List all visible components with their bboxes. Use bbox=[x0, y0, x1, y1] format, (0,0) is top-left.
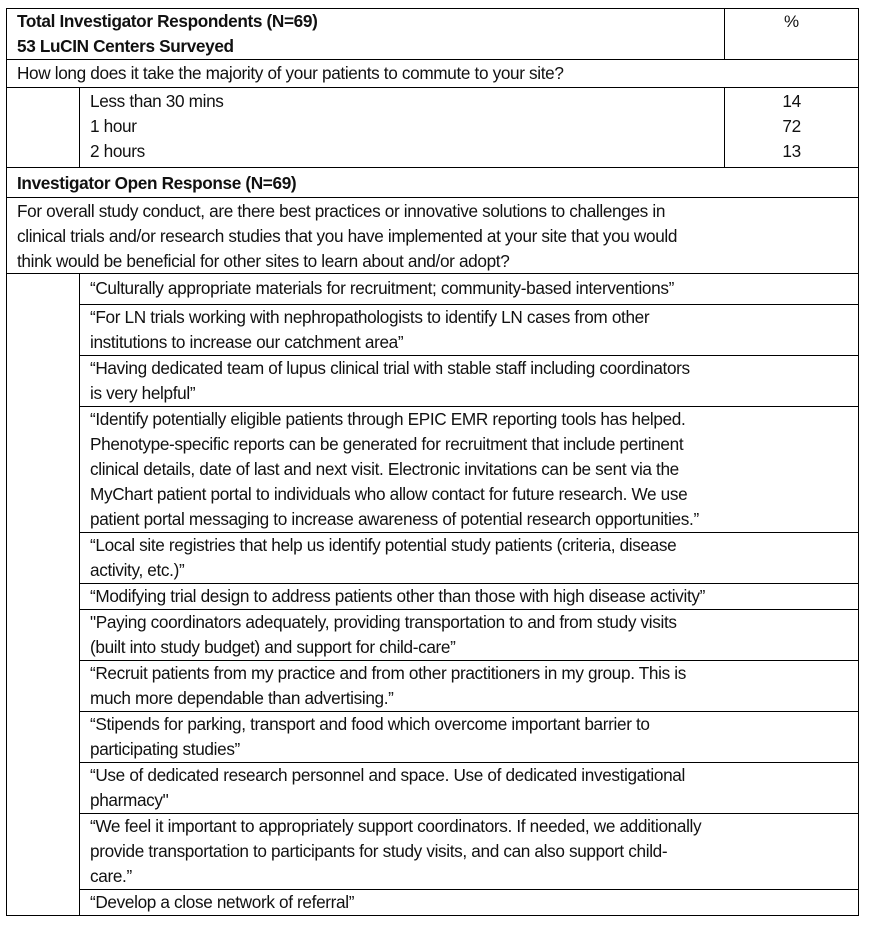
response-line: activity, etc.)” bbox=[90, 560, 185, 580]
response-line: much more dependable than advertising.” bbox=[90, 688, 394, 708]
response-line: institutions to increase our catchment area” bbox=[90, 332, 404, 352]
response-line: “Use of dedicated research personnel and space. Use of dedicated investigational bbox=[90, 765, 685, 785]
response-line: “Identify potentially eligible patients through EPIC EMR reporting tools has helped. bbox=[90, 409, 686, 429]
open-response-header-row bbox=[7, 167, 858, 197]
response-item bbox=[80, 813, 858, 889]
response-line: provide transportation to participants for study visits, and can also support child- bbox=[90, 841, 668, 861]
response-item bbox=[80, 406, 858, 532]
commute-options-row bbox=[7, 87, 858, 167]
response-line: “We feel it important to appropriately support coordinators. If needed, we additionally bbox=[90, 816, 702, 836]
response-line: is very helpful” bbox=[90, 383, 196, 403]
percent-column-header bbox=[725, 9, 858, 59]
response-line: (built into study budget) and support for child-care” bbox=[90, 637, 456, 657]
indent-spacer bbox=[7, 88, 80, 167]
response-line: Phenotype-specific reports can be generated for recruitment that include pertinent bbox=[90, 434, 684, 454]
response-line: clinical details, date of last and next visit. Electronic invitations can be sent via the bbox=[90, 459, 679, 479]
table-title bbox=[7, 9, 725, 59]
response-line: “Having dedicated team of lupus clinical trial with stable staff including coordinators bbox=[90, 358, 690, 378]
response-line: “Recruit patients from my practice and from other practitioners in my group. This is bbox=[90, 663, 686, 683]
commute-question-row bbox=[7, 59, 858, 87]
response-item bbox=[80, 762, 858, 813]
commute-option-labels bbox=[80, 88, 725, 167]
responses-row bbox=[7, 273, 858, 915]
response-item bbox=[80, 274, 858, 304]
response-line: participating studies” bbox=[90, 739, 240, 759]
table-header-row bbox=[7, 9, 858, 59]
commute-option-label: Less than 30 mins bbox=[90, 91, 224, 111]
percent-header-label: % bbox=[783, 12, 800, 31]
open-response-question-row bbox=[7, 197, 858, 273]
response-line: pharmacy" bbox=[90, 790, 169, 810]
open-response-question bbox=[7, 198, 858, 273]
response-item bbox=[80, 304, 858, 355]
commute-option-percent: 72 bbox=[782, 116, 801, 136]
response-line: “Local site registries that help us identify potential study patients (criteria, disease bbox=[90, 535, 677, 555]
commute-option-label: 2 hours bbox=[90, 141, 145, 161]
response-item bbox=[80, 711, 858, 762]
response-line: patient portal messaging to increase awareness of potential research opportunities.” bbox=[90, 509, 699, 529]
response-item bbox=[80, 609, 858, 660]
title-line-1: Total Investigator Respondents (N=69) bbox=[17, 11, 318, 31]
response-line: “For LN trials working with nephropathologists to identify LN cases from other bbox=[90, 307, 650, 327]
response-item bbox=[80, 532, 858, 583]
title-line-2: 53 LuCIN Centers Surveyed bbox=[17, 36, 234, 56]
response-line: “Modifying trial design to address patients other than those with high disease activity” bbox=[90, 586, 706, 606]
commute-option-label: 1 hour bbox=[90, 116, 137, 136]
response-item bbox=[80, 889, 858, 915]
response-line: care.” bbox=[90, 866, 132, 886]
question-line: think would be beneficial for other sites to learn about and/or adopt? bbox=[17, 251, 510, 271]
commute-option-percent: 13 bbox=[782, 141, 801, 161]
indent-spacer bbox=[7, 274, 80, 915]
commute-question: How long does it take the majority of your patients to commute to your site? bbox=[17, 63, 564, 83]
response-item bbox=[80, 355, 858, 406]
open-response-header: Investigator Open Response (N=69) bbox=[17, 173, 297, 193]
commute-option-percent: 14 bbox=[782, 91, 801, 111]
response-item bbox=[80, 583, 858, 609]
response-item bbox=[80, 660, 858, 711]
response-line: MyChart patient portal to individuals who allow contact for future research. We use bbox=[90, 484, 688, 504]
survey-table bbox=[6, 8, 859, 916]
response-line: “Culturally appropriate materials for recruitment; community-based interventions” bbox=[90, 278, 674, 298]
response-line: "Paying coordinators adequately, providing transportation to and from study visits bbox=[90, 612, 677, 632]
response-line: “Stipends for parking, transport and food which overcome important barrier to bbox=[90, 714, 650, 734]
commute-option-percents bbox=[725, 88, 858, 167]
question-line: For overall study conduct, are there best practices or innovative solutions to challenges in bbox=[17, 201, 666, 221]
response-line: “Develop a close network of referral” bbox=[90, 892, 355, 912]
responses-list bbox=[80, 274, 858, 915]
question-line: clinical trials and/or research studies that you have implemented at your site that you would bbox=[17, 226, 678, 246]
